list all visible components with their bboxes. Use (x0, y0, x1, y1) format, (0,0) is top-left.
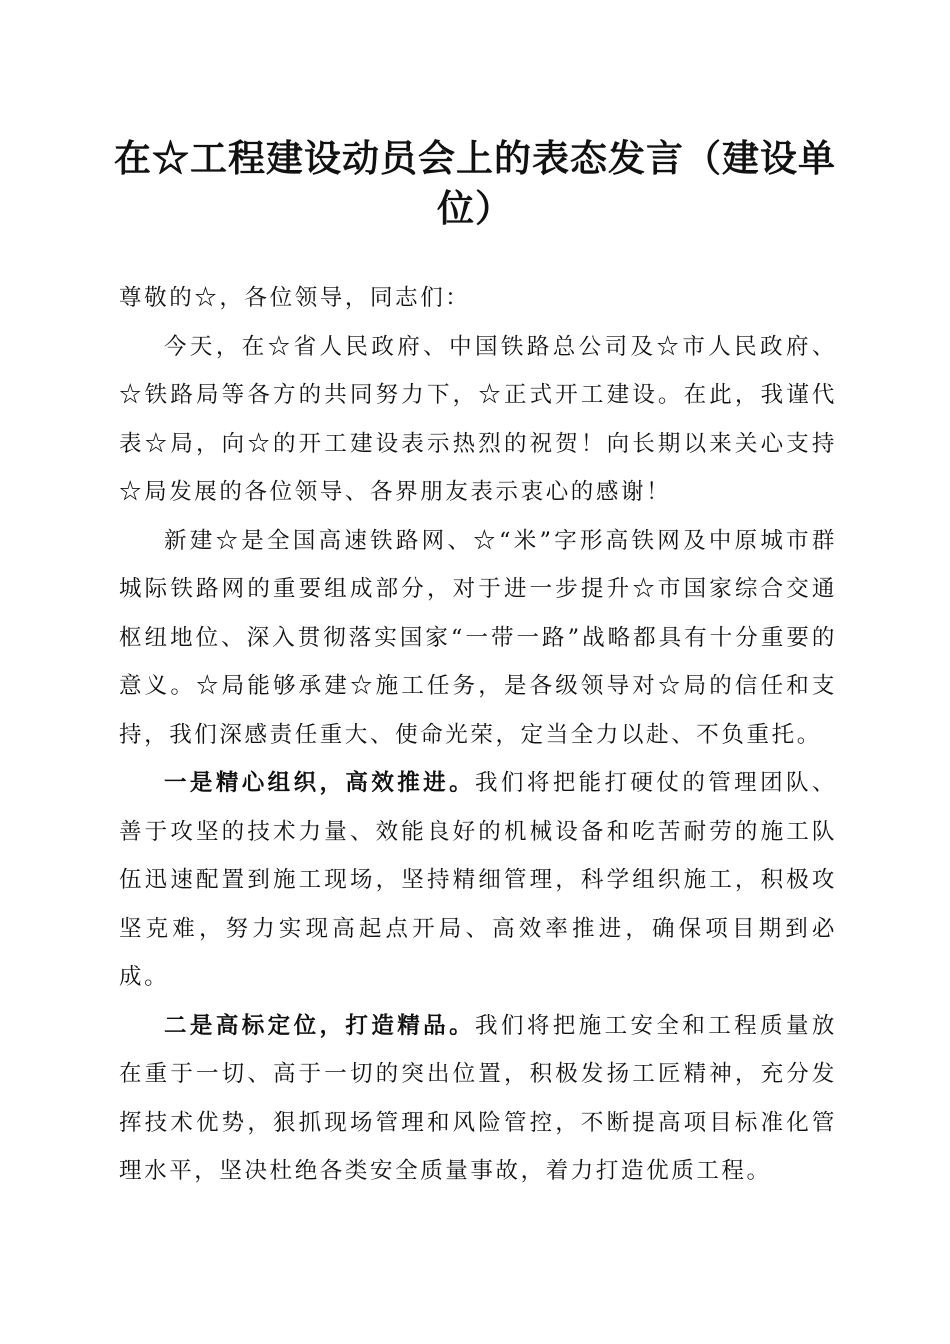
salutation: 尊敬的☆，各位领导，同志们： (119, 285, 471, 311)
point-two-lead: 二是高标定位，打造精品。 (164, 1012, 475, 1039)
document-body (119, 274, 837, 1196)
point-one-text: 我们将把能打硬仗的管理团队、善于攻坚的技术力量、效能良好的机械设备和吃苦耐劳的施工队伍迅速配置到施工现场，坚持精细管理，科学组织施工，积极攻坚克难，努力实现高起点开局、高效率推进，确保项目期到必成。 (119, 770, 838, 990)
point-one-lead: 一是精心组织，高效推进。 (164, 770, 475, 796)
paragraph-significance: 新建☆是全国高速铁路网、☆“米”字形高铁网及中原城市群城际铁路网的重要组成部分，对于进一步提升☆市国家综合交通枢纽地位、深入贯彻落实国家“一带一路”战略都具有十分重要的意义。☆局能够承建☆施工任务，是各级领导对☆局的信任和支持，我们深感责任重大、使命光荣，定当全力以赴、不负重托。 (119, 527, 837, 748)
paragraph-opening: 今天，在☆省人民政府、中国铁路总公司及☆市人民政府、☆铁路局等各方的共同努力下，☆正式开工建设。在此，我谨代表☆局，向☆的开工建设表示热烈的祝贺！向长期以来关心支持☆局发展的各位领导、各界朋友表示衷心的感谢！ (119, 333, 837, 505)
point-two (119, 1002, 837, 1196)
point-one (119, 759, 837, 1002)
document-title: 在☆工程建设动员会上的表态发言（建设单位） (114, 136, 836, 230)
point-two-text: 我们将把施工安全和工程质量放在重于一切、高于一切的突出位置，积极发扬工匠精神，充分发挥技术优势，狠抓现场管理和风险管控，不断提高项目标准化管理水平，坚决杜绝各类安全质量事故，着力打造优质工程。 (119, 1012, 838, 1184)
